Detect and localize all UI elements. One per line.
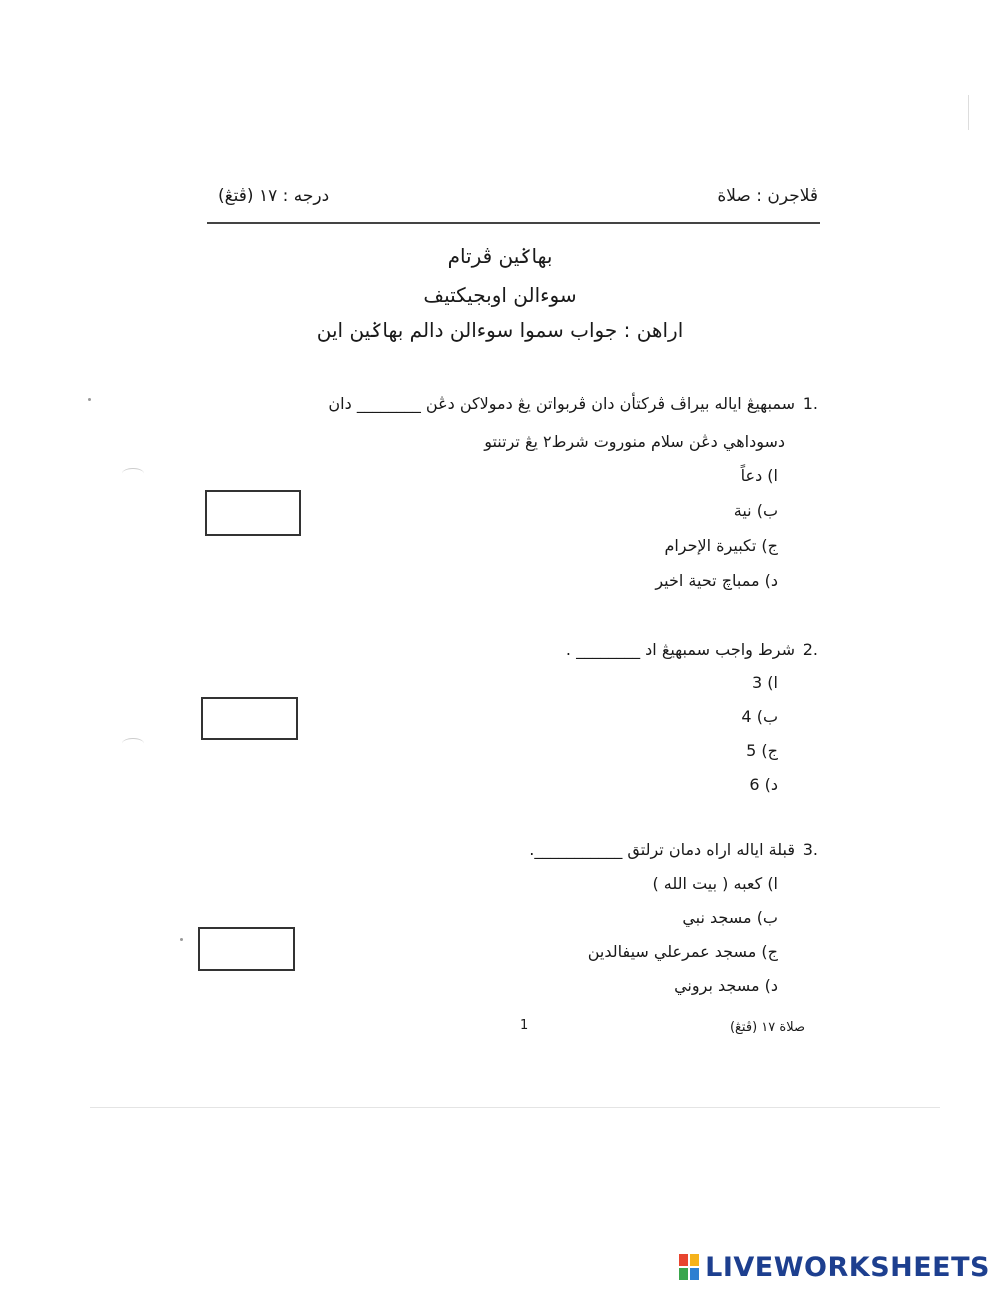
question-2-option-b: ب) 4 xyxy=(741,707,778,726)
section-subtitle: سوءالن اوبجيکتيف xyxy=(423,283,577,307)
scan-mark xyxy=(968,95,969,130)
header-rule xyxy=(207,222,820,224)
page-edge-line xyxy=(90,1107,940,1108)
liveworksheets-logo-icon xyxy=(679,1254,701,1282)
question-2-text: شرط واجب سمبهيڠ اد ________ . xyxy=(565,640,795,659)
question-1-text: سمبهيڠ اياله بيراڤ ڤرکتأن دان ڤربواتن يڠ دمولاکن دڠن ________ دان xyxy=(328,394,795,413)
question-1-option-a: ا) دعاً xyxy=(740,466,778,485)
punch-hole-mark xyxy=(122,468,144,479)
question-3-text: قبلة اياله اراه دمان ترلتق ___________. xyxy=(529,840,795,859)
question-2-option-d: د) 6 xyxy=(749,775,778,794)
scan-speck xyxy=(88,398,91,401)
question-1-text-continued: دسوداهي دڠن سلام منوروت شرط٢ يڠ ترتنتو xyxy=(484,432,785,451)
liveworksheets-logo-text: LIVEWORKSHEETS xyxy=(705,1252,990,1283)
liveworksheets-logo xyxy=(679,1252,990,1283)
question-2-number: 2. xyxy=(802,640,818,659)
question-1-option-c: ج) تکبيرة الإحرام xyxy=(664,536,778,555)
punch-hole-mark xyxy=(122,738,144,749)
scan-speck xyxy=(180,938,183,941)
question-3-option-a: ا) كعبه ( بيت الله ) xyxy=(652,874,778,893)
subject-label: ڤلاجرن : صلاة xyxy=(717,186,818,206)
question-3-option-c: ج) مسجد عمرعلي سيفالدين xyxy=(587,942,778,961)
question-3-option-d: د) مسجد بروني xyxy=(674,976,778,995)
section-title: بهاݢين ڤرتام xyxy=(447,244,553,268)
question-2-option-c: ج) 5 xyxy=(746,741,778,760)
question-1-answer-box[interactable] xyxy=(205,490,301,536)
question-3-answer-box[interactable] xyxy=(198,927,295,971)
question-3-option-b: ب) مسجد نبي xyxy=(682,908,778,927)
question-1-number: 1. xyxy=(802,394,818,413)
instructions: اراهن : جواب سموا سوءالن دالم بهاݢين اين xyxy=(316,318,684,342)
question-2-option-a: ا) 3 xyxy=(752,673,778,692)
question-2-answer-box[interactable] xyxy=(201,697,298,740)
footer-label: صلاة ١٧ (ڤتڠ) xyxy=(729,1020,805,1035)
question-1-option-b: ب) نية xyxy=(733,501,778,520)
grade-label: درجه : ١٧ (ڤتڠ) xyxy=(218,186,330,206)
page-number: 1 xyxy=(520,1018,529,1033)
question-3-number: 3. xyxy=(802,840,818,859)
question-1-option-d: د) ممباچ تحية اخير xyxy=(655,571,778,590)
